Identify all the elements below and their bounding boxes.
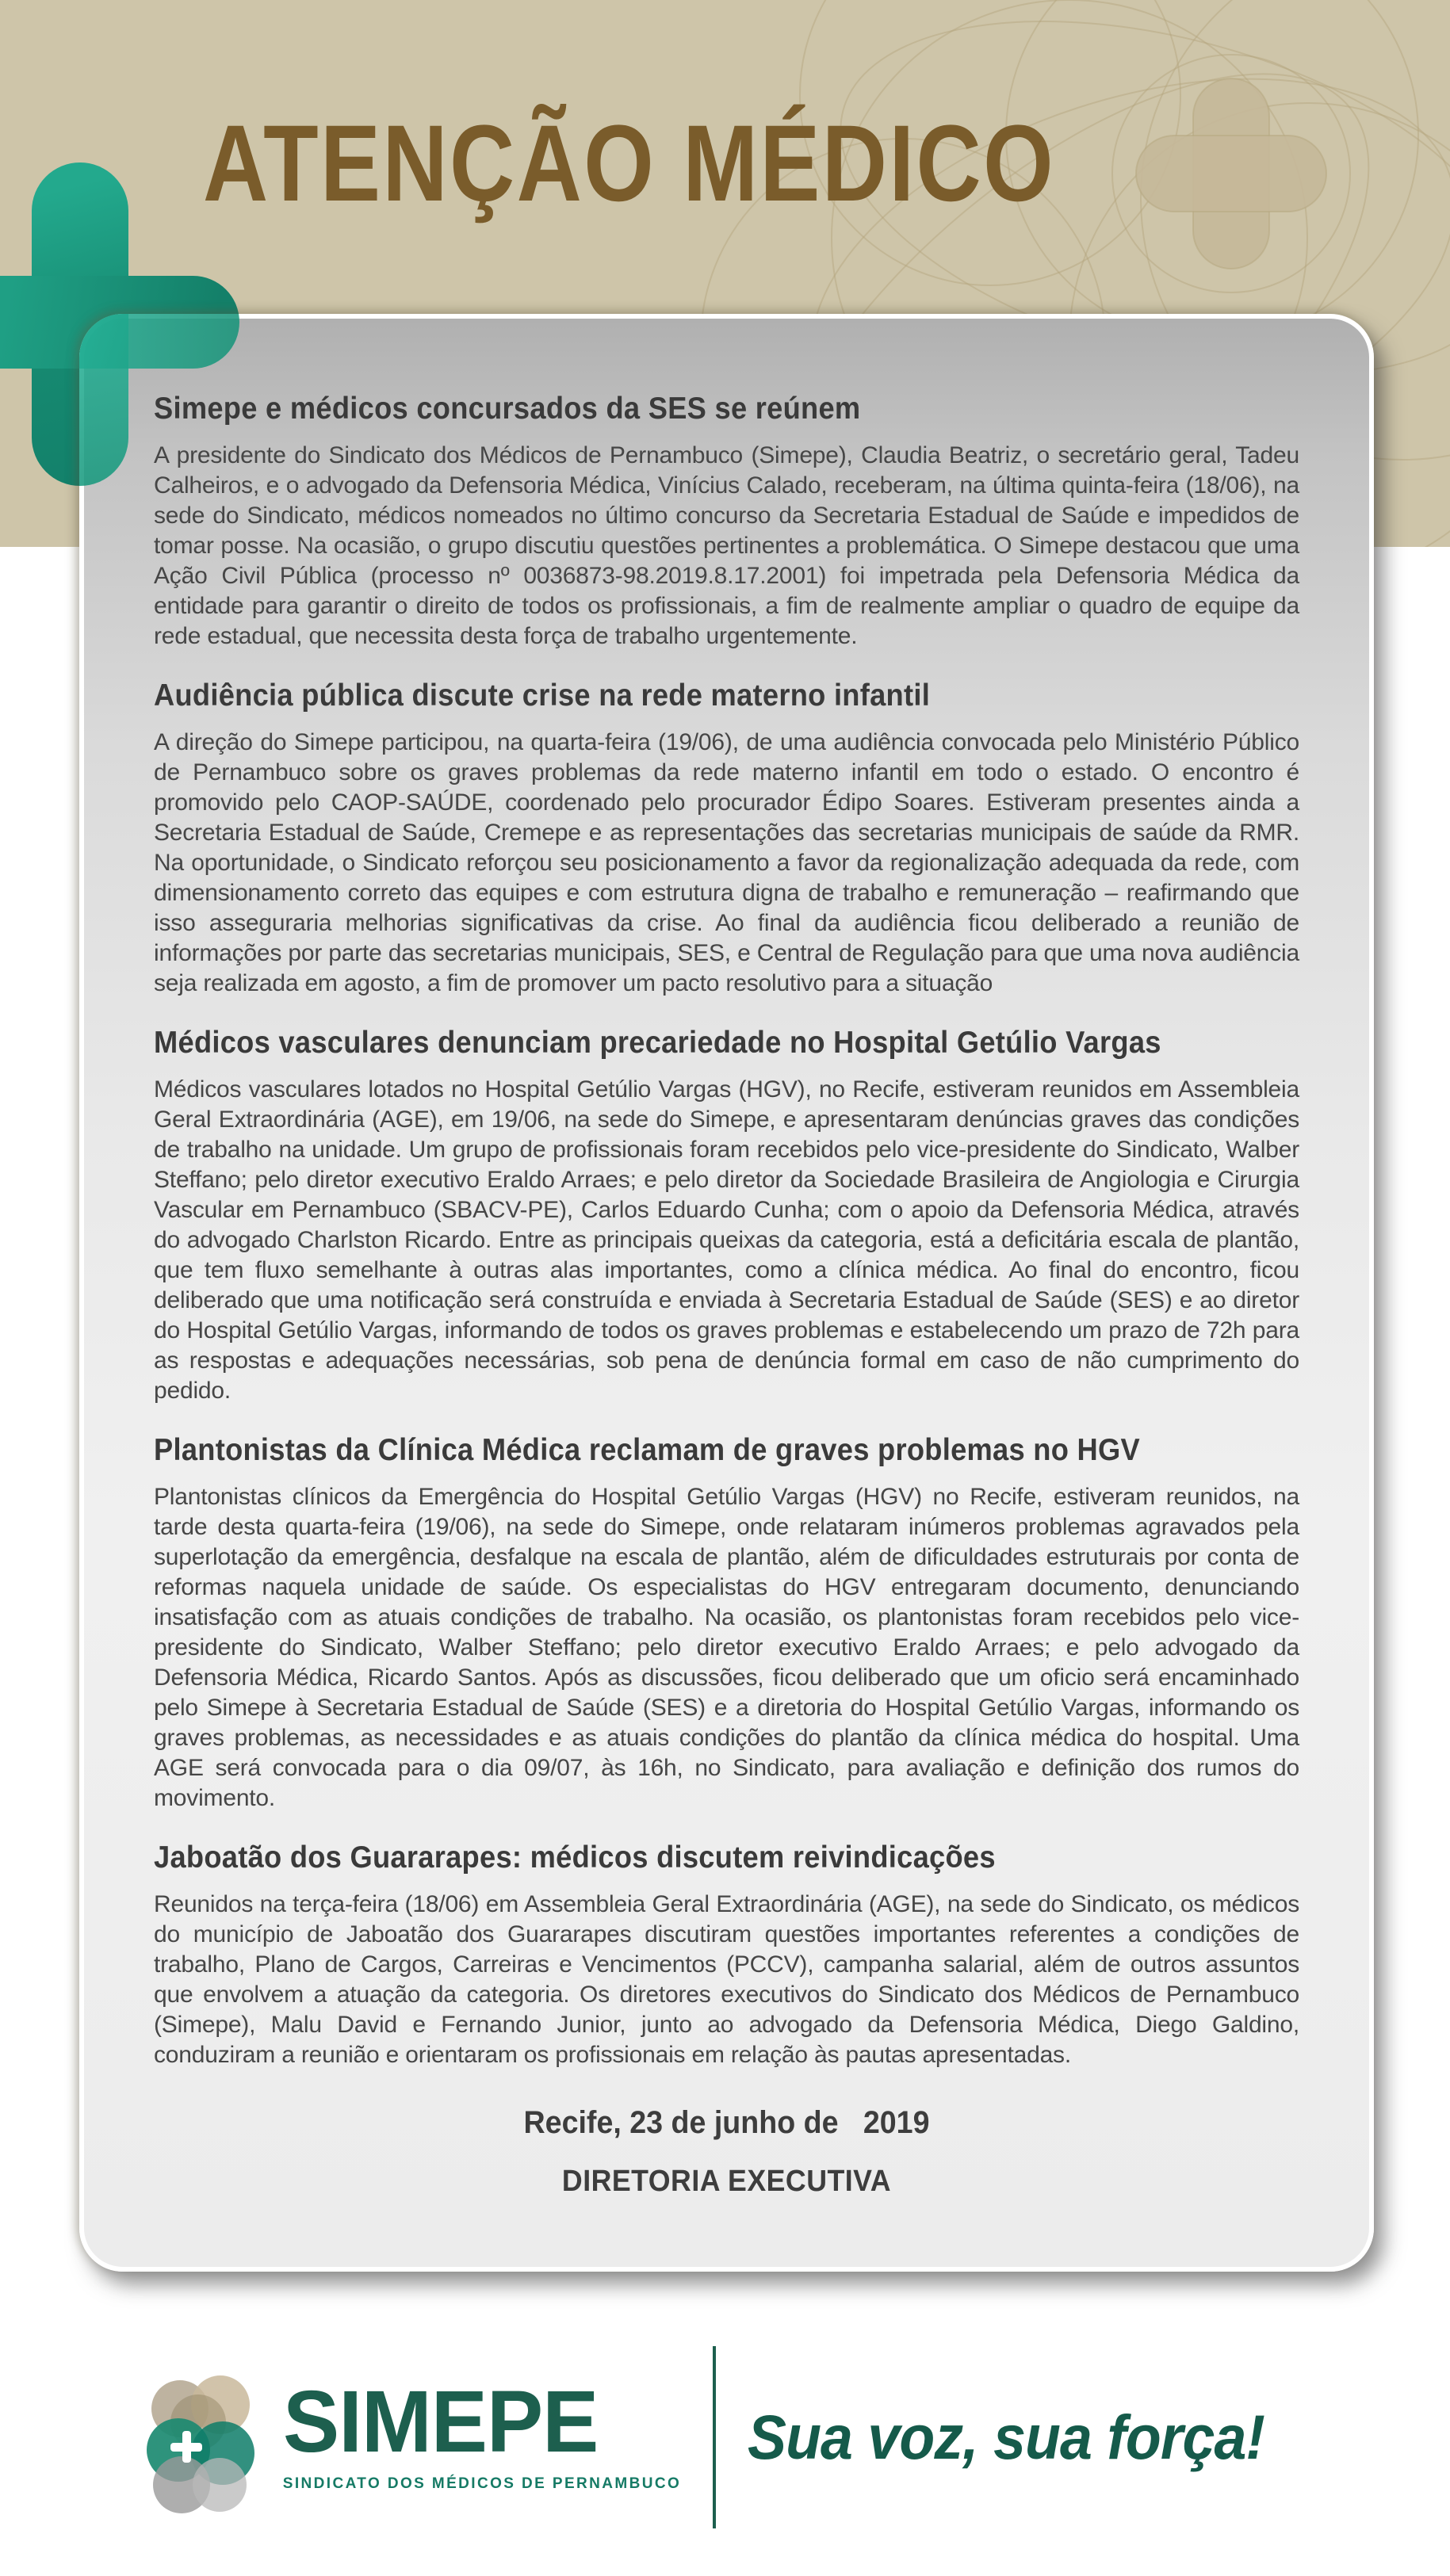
section-body: A direção do Simepe participou, na quarta-feira (19/06), de uma audiência convocada pelo Ministério Público de Pernambuco sobre os graves problemas da rede materno infantil em todo o estado. O encontro é promovido pelo CAOP-SAÚDE, coordenado pelo procurador Édipo Soares. Estiveram presentes ainda a Secretaria Estadual de Saúde, Cremepe e as representações das secretarias municipais de saúde da RMR. Na oportunidade, o Sindicato reforçou seu posicionamento a favor da regionalização adequada da rede, com dimensionamento correto das equipes e com estrutura digna de trabalho e remuneração – reafirmando que isso asseguraria melhorias significativas da crise. Ao final da audiência ficou deliberado a reunião de informações por parte das secretarias municipais, SES, e Central de Regulação para que uma nova audiência seja realizada em agosto, a fim de promover um pacto resolutivo para a situação xyxy=(154,729,1299,996)
signature: DIRETORIA EXECUTIVA xyxy=(561,2165,892,2198)
simepe-wordmark: SIMEPE xyxy=(282,2373,599,2471)
news-section xyxy=(154,678,1299,999)
flower-petal xyxy=(193,2458,247,2512)
news-section xyxy=(154,392,1299,652)
footer-brand xyxy=(0,2318,1450,2556)
section-heading: Simepe e médicos concursados da SES se reúnem xyxy=(154,392,861,426)
dateline: Recife, 23 de junho de 2019 xyxy=(523,2105,930,2140)
section-heading: Médicos vasculares denunciam precariedade no Hospital Getúlio Vargas xyxy=(154,1026,1161,1060)
news-section xyxy=(154,1433,1299,1814)
plus-icon xyxy=(169,2429,204,2464)
news-section xyxy=(154,1026,1299,1406)
simepe-flower-icon xyxy=(147,2360,256,2515)
section-body: Médicos vasculares lotados no Hospital Getúlio Vargas (HGV), no Recife, estiveram reunidos em Assembleia Geral Extraordinária (AGE), em 19/06, na sede do Simepe, e apresentaram denúncias graves das condições de trabalho na unidade. Um grupo de profissionais foram recebidos pelo vice-presidente do Sindicato, Walber Steffano; pelo diretor executivo Eraldo Arraes; e pelo diretor da Sociedade Brasileira de Angiologia e Cirurgia Vascular em Pernambuco (SBACV-PE), Carlos Eduardo Cunha; com o apoio da Defensoria Médica, através do advogado Charlston Ricardo. Entre as principais queixas da categoria, está a deficitária escala de plantão, que tem fluxo semelhante à outras alas importantes, como a clínica médica. Ao final do encontro, ficou deliberado que uma notificação será construída e enviada à Secretaria Estadual de Saúde (SES) e ao diretor do Hospital Getúlio Vargas, informando de todos os graves problemas e estabelecendo um prazo de 72h para as respostas e adequações necessárias, sob pena de denúncia formal em caso de não cumprimento do pedido. xyxy=(154,1076,1299,1404)
bulletin-card xyxy=(79,314,1374,2272)
rounded-cross-icon xyxy=(1136,78,1326,269)
section-heading: Audiência pública discute crise na rede materno infantil xyxy=(154,678,931,713)
simepe-wordmark-block xyxy=(282,2373,682,2492)
section-body: Plantonistas clínicos da Emergência do Hospital Getúlio Vargas (HGV) no Recife, estiveram reunidos, na tarde desta quarta-feira (19/06), na sede do Simepe, onde relataram inúmeros problemas agravados pela superlotação da emergência, desfalque na escala de plantão, além de dificuldades estruturais por conta de reformas naquela unidade de saúde. Os especialistas do HGV entregaram documento, denunciando insatisfação com as atuais condições de trabalho. Na ocasião, os plantonistas foram recebidos pelo vice-presidente do Sindicato, Walber Steffano; pelo diretor executivo Eraldo Arraes; e pelo advogado da Defensoria Médica, Ricardo Santos. Após as discussões, ficou deliberado que um oficio será encaminhado pelo Simepe à Secretaria Estadual de Saúde (SES) e a diretoria do Hospital Getúlio Vargas, informando os graves problemas, as necessidades e as atuais condições do plantão da clínica médica do hospital. Uma AGE será convocada para o dia 09/07, às 16h, no Sindicato, para avaliação e definição dos rumos do movimento. xyxy=(154,1484,1299,1811)
footer-divider xyxy=(713,2346,716,2528)
page-title: ATENÇÃO MÉDICO xyxy=(203,103,1056,224)
section-body: Reunidos na terça-feira (18/06) em Assembleia Geral Extraordinária (AGE), na sede do Sindicato, os médicos do município de Jaboatão dos Guararapes discutiram questões importantes referentes a condições de trabalho, Plano de Cargos, Carreiras e Vencimentos (PCCV), campanha salarial, além de outros assuntos que envolvem a atuação da categoria. Os diretores executivos do Sindicato dos Médicos de Pernambuco (Simepe), Malu David e Fernando Junior, junto ao advogado da Defensoria Médica, Diego Galdino, conduziram a reunião e orientaram os profissionais em relação às pautas apresentadas. xyxy=(154,1891,1299,2068)
section-heading: Jaboatão dos Guararapes: médicos discutem reivindicações xyxy=(154,1840,996,1875)
section-body: A presidente do Sindicato dos Médicos de Pernambuco (Simepe), Claudia Beatriz, o secretário geral, Tadeu Calheiros, e o advogado da Defensoria Médica, Vinícius Calado, receberam, na última quinta-feira (18/06), na sede do Sindicato, médicos nomeados no último concurso da Secretaria Estadual de Saúde e impedidos de tomar posse. Na ocasião, o grupo discutiu questões pertinentes a problemática. O Simepe destacou que uma Ação Civil Pública (processo nº 0036873-98.2019.8.17.2001) foi impetrada pela Defensoria Médica da entidade para garantir o direito de todos os profissionais, a fim de realmente ampliar o quadro de equipe da rede estadual, que necessita desta força de trabalho urgentemente. xyxy=(154,442,1299,649)
section-heading: Plantonistas da Clínica Médica reclamam de graves problemas no HGV xyxy=(154,1433,1140,1467)
footer-slogan: Sua voz, sua força! xyxy=(748,2402,1265,2472)
news-section xyxy=(154,1840,1299,2070)
simepe-subtitle: SINDICATO DOS MÉDICOS DE PERNAMBUCO xyxy=(282,2475,682,2492)
